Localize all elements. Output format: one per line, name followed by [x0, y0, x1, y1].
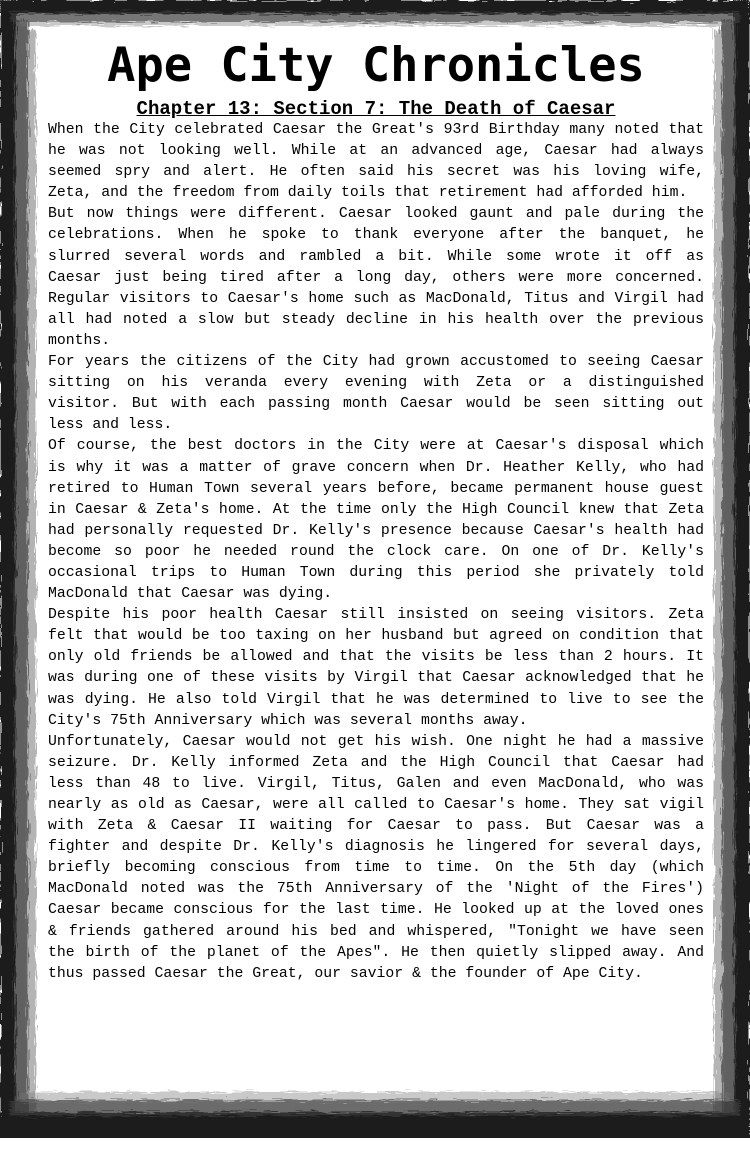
left-edge [0, 0, 36, 1150]
top-edge [0, 0, 750, 26]
paragraph-1: When the City celebrated Caesar the Great's 93rd Birthday many noted that he was not looking well. While at an advanced age, Caesar had always seemed spry and alert. He often said his secret was his loving wife, Zeta, and the freedom from daily toils that retirement had afforded him. [48, 122, 704, 202]
paragraph-5: Despite his poor health Caesar still insisted on seeing visitors. Zeta felt that would be too taxing on her husband but agreed on condition that only old friends be allowed and that the visits be less than 2 hours. It was during one of these visits by Virgil that Caesar acknowledged that he was dying. He also told Virgil that he was determined to live to see the City's 75th Anniversary which was several months away. [48, 607, 704, 729]
paragraph-6: Unfortunately, Caesar would not get his wish. One night he had a massive seizure. Dr. Kelly informed Zeta and the High Council that Caesar had less than 48 to live. Virgil, Titus, Galen and even MacDonald, who was nearly as old as Caesar, were all called to Caesar's home. They sat vigil with Zeta & Caesar II waiting for Caesar to pass. But Caesar was a fighter and despite Dr. Kelly's diagnosis he lingered for several days, briefly becoming conscious from time to time. On the 5th day (which MacDonald noted was the 75th Anniversary of the 'Night of the Fires') Caesar became conscious for the last time. He looked up at the loved ones & friends gathered around his bed and whispered, "Tonight we have seen the birth of the planet of the Apes". He then quietly slipped away. And thus passed Caesar the Great, our savior & the founder of Ape City. [48, 733, 704, 982]
right-edge [714, 0, 750, 1150]
document-content [48, 34, 704, 985]
chapter-heading: Chapter 13: Section 7: The Death of Caesar [136, 98, 616, 120]
paragraph-2: But now things were different. Caesar looked gaunt and pale during the celebrations. When he spoke to thank everyone after the banquet, he slurred several words and rambled a bit. While some wrote it off as Caesar just being tired after a long day, others were more concerned. Regular visitors to Caesar's home such as MacDonald, Titus and Virgil had all had noted a slow but steady decline in his health over the previous months. [48, 206, 704, 349]
paragraph-4: Of course, the best doctors in the City were at Caesar's disposal which is why it was a matter of grave concern when Dr. Heather Kelly, who had retired to Human Town several years before, became permanent house guest in Caesar & Zeta's home. At the time only the High Council knew that Zeta had personally requested Dr. Kelly's presence because Caesar's health had become so poor he needed round the clock care. On one of Dr. Kelly's occasional trips to Human Town during this period she privately told MacDonald that Caesar was dying. [48, 438, 704, 603]
document-title: Ape City Chronicles [107, 38, 645, 93]
paragraph-3: For years the citizens of the City had grown accustomed to seeing Caesar sitting on his veranda every evening with Zeta or a distinguished visitor. But with each passing month Caesar would be seen sitting out less and less. [48, 354, 704, 434]
body-text [48, 120, 704, 985]
